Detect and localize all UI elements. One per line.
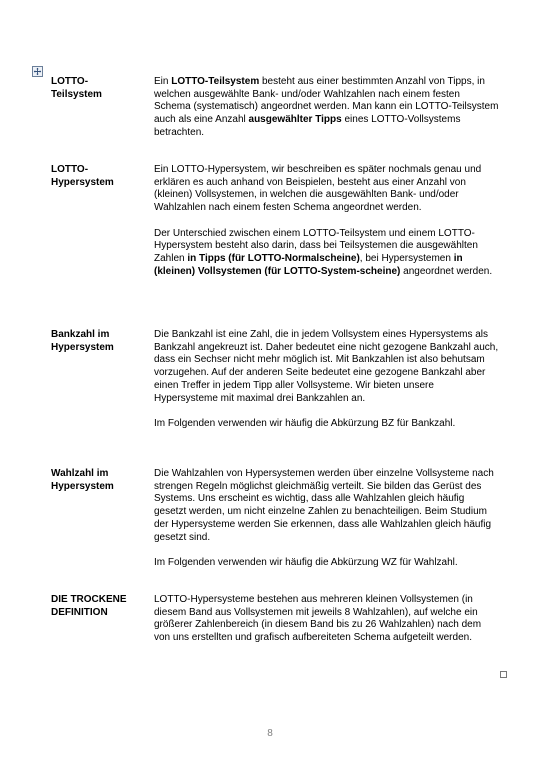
definition-paragraph [154, 329, 499, 405]
definition-paragraph [154, 594, 499, 645]
text-run: eines LOTTO-Vollsystems betrachten. [154, 114, 461, 138]
term-line: Wahlzahl im [51, 468, 109, 479]
term-line: LOTTO- [51, 164, 89, 175]
definition-paragraph [154, 228, 499, 279]
term-line: DEFINITION [51, 606, 108, 618]
text-run: Ein [154, 76, 172, 87]
term-cell [51, 594, 147, 619]
page-number: 8 [267, 728, 273, 739]
term-line: Hypersystem [51, 480, 114, 492]
definition-paragraph [154, 164, 499, 215]
bold-text-run: LOTTO-Teilsystem [171, 76, 260, 87]
term-line: DIE TROCKENE [51, 594, 127, 605]
text-run: besteht aus einer bestimmten Anzahl von Tipps, in welchen ausgewählte Bank- und/oder Wahlzahlen nach einem festen Schema (systematisch) angeordnet werden. Man kann ein LOTTO-Teilsystem auch als eine Anzahl [154, 76, 499, 126]
table-end-marker [500, 671, 507, 678]
text-run: Die Bankzahl ist eine Zahl, die in jedem Vollsystem eines Hypersystems als Bankzahl angekreuzt ist. Daher bedeutet eine nicht gezogene Bankzahl auch, dass ein Sechser nicht mehr möglich ist. Mit Bankzahlen ist also behutsam vorzugehen. Auf der anderen Seite bedeutet eine gezogene Bankzahl aber einen Treffer in jedem Tipp aller Vollsysteme. Wir bieten unsere Hypersysteme mit maximal drei Bankzahlen an. [154, 329, 499, 404]
definition-cell [154, 594, 499, 645]
bold-text-run: in Tipps (für LOTTO-Normalscheine) [187, 252, 360, 264]
definition-paragraph [154, 468, 499, 544]
term-line: Bankzahl im [51, 329, 110, 340]
bold-text-run: ausgewählter Tipps [248, 114, 342, 126]
term-line: Teilsystem [51, 88, 102, 100]
text-run: angeordnet werden. [400, 265, 493, 277]
definition-paragraph [154, 76, 499, 140]
definition-cell [154, 76, 499, 140]
definition-paragraph [154, 418, 499, 431]
term-cell [51, 329, 147, 354]
definition-cell [154, 329, 499, 431]
definition-cell [154, 468, 499, 570]
text-run: Der Unterschied zwischen einem LOTTO-Teilsystem und einem LOTTO-Hypersystem besteht also darin, dass bei Teilsystemen die ausgewählten Zahlen [154, 227, 478, 264]
text-run: Ein LOTTO-Hypersystem, wir beschreiben es später nochmals genau und erklären es auch anhand von Beispielen, besteht aus einer Anzahl von (kleinen) Vollsystemen, in welchen die ausgewählten Bank- und/oder Wahlzahlen nach einem festen Schema angeordnet werden. [154, 164, 482, 214]
bold-text-run: in (kleinen) Vollsystemen (für LOTTO-System-scheine) [154, 252, 463, 277]
term-line: Hypersystem [51, 176, 114, 188]
table-move-handle-icon[interactable] [32, 66, 43, 77]
text-run: , bei Hypersystemen [359, 252, 454, 264]
definition-cell [154, 164, 499, 278]
text-run: LOTTO-Hypersysteme bestehen aus mehreren kleinen Vollsystemen (in diesem Band aus Vollsystemen mit jeweils 8 Wahlzahlen), auf welche ein größerer Zahlenbereich (in diesem Band bis zu 26 Wahlzahlen) nach dem von uns erstellten und grafisch aufbereiteten Schema aufgeteilt werden. [154, 594, 482, 644]
term-line: LOTTO- [51, 76, 89, 87]
text-run: Die Wahlzahlen von Hypersystemen werden über einzelne Vollsysteme nach strengen Regeln möglichst gleichmäßig verteilt. Sie bilden das Gerüst des Systems. Uns erscheint es wichtig, dass alle Wahlzahlen gleich häufig gesetzt werden, um nicht einzelne Zahlen zu benachteiligen. Beim Studium der Hypersysteme werden Sie erkennen, dass alle Wahlzahlen gleich häufig gesetzt sind. [154, 468, 494, 543]
term-line: Hypersystem [51, 341, 114, 353]
term-cell [51, 76, 147, 101]
text-run: Im Folgenden verwenden wir häufig die Abkürzung WZ für Wahlzahl. [154, 556, 458, 568]
term-cell [51, 164, 147, 189]
term-cell [51, 468, 147, 493]
text-run: Im Folgenden verwenden wir häufig die Abkürzung BZ für Bankzahl. [154, 417, 456, 429]
definition-paragraph [154, 557, 499, 570]
four-arrows-icon [33, 67, 42, 76]
